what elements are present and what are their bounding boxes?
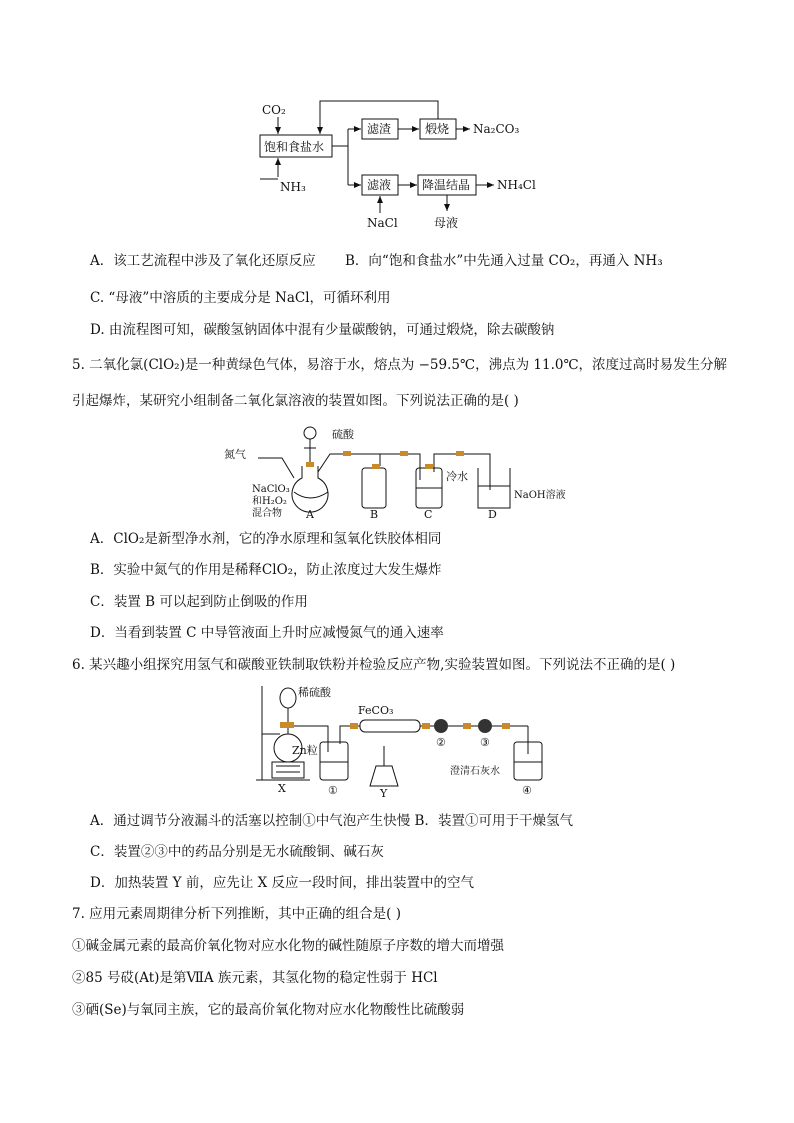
q6-option-d: D．加热装置 Y 前，应先让 X 反应一段时间，排出装置中的空气	[90, 875, 475, 891]
mixture-label-2: 和H₂O₂	[252, 496, 287, 507]
zn-label: Zn粒	[292, 744, 318, 757]
label-1: ①	[328, 784, 338, 797]
na2co3-label: Na₂CO₃	[473, 122, 520, 136]
feco3-label: FeCO₃	[358, 704, 394, 717]
nh4cl-label: NH₄Cl	[497, 178, 536, 192]
dilute-acid-label: 稀硫酸	[298, 686, 331, 699]
clo2-apparatus	[220, 418, 610, 524]
mixture-label-1: NaClO₃	[252, 484, 290, 495]
nh3-label: NH₃	[280, 180, 306, 194]
process-flowchart	[250, 95, 560, 235]
q5-option-b: B．实验中氮气的作用是稀释ClO₂，防止浓度过大发生爆炸	[90, 562, 442, 578]
co2-label: CO₂	[262, 103, 286, 117]
q7-statement-3: ③硒(Se)与氧同主族，它的最高价氧化物对应水化物酸性比硫酸弱	[72, 1002, 465, 1018]
q4-option-d: D. 由流程图可知，碳酸氢钠固体中混有少量碳酸钠，可通过煅烧，除去碳酸钠	[90, 322, 555, 338]
label-x: X	[278, 782, 286, 795]
residue-label: 滤渣	[367, 122, 392, 136]
q4-option-c: C. “母液”中溶质的主要成分是 NaCl，可循环利用	[90, 290, 391, 306]
calcine-label: 煅烧	[425, 122, 450, 136]
label-c: C	[424, 508, 433, 521]
label-b: B	[370, 508, 379, 521]
q4-option-b: B．向“饱和食盐水”中先通入过量 CO₂，再通入 NH₃	[345, 253, 663, 269]
label-y: Y	[380, 787, 388, 800]
nacl-label: NaCl	[367, 216, 398, 230]
q7-stem: 7. 应用元素周期律分析下列推断，其中正确的组合是( )	[72, 906, 401, 922]
label-3: ③	[480, 736, 490, 749]
mixture-label-3: 混合物	[252, 508, 282, 519]
cold-water-label: 冷水	[446, 470, 468, 483]
q6-stem: 6. 某兴趣小组探究用氢气和碳酸亚铁制取铁粉并检验反应产物,实验装置如图。下列说法不正确的是( )	[72, 657, 676, 673]
label-a: A	[306, 508, 314, 521]
q7-statement-1: ①碱金属元素的最高价氧化物对应水化物的碱性随原子序数的增大而增强	[72, 938, 504, 954]
nitrogen-label: 氮气	[224, 448, 246, 461]
naoh-label: NaOH溶液	[514, 490, 566, 501]
q6-option-c: C．装置②③中的药品分别是无水硫酸铜、碱石灰	[90, 844, 384, 860]
q5-stem-line2: 引起爆炸，某研究小组制备二氧化氯溶液的装置如图。下列说法正确的是( )	[72, 393, 519, 409]
iron-powder-apparatus	[250, 682, 550, 800]
label-2: ②	[436, 736, 446, 749]
filtrate-label: 滤液	[367, 178, 392, 192]
q5-option-d: D．当看到装置 C 中导管液面上升时应减慢氮气的通入速率	[90, 625, 444, 641]
label-4: ④	[522, 784, 532, 797]
q4-option-a: A．该工艺流程中涉及了氧化还原反应	[90, 253, 316, 269]
q5-stem-line1: 5. 二氧化氯(ClO₂)是一种黄绿色气体，易溶于水，熔点为 −59.5℃，沸点为 11.0℃，浓度过高时易发生分解	[72, 357, 728, 373]
brine-label: 饱和食盐水	[264, 140, 325, 154]
q6-option-ab: A．通过调节分液漏斗的活塞以控制①中气泡产生快慢 B．装置①可用于干燥氢气	[90, 813, 573, 829]
mother-liquor-label: 母液	[434, 216, 459, 230]
label-d: D	[488, 508, 497, 521]
cool-crystallize-label: 降温结晶	[422, 178, 471, 192]
q5-option-a: A．ClO₂是新型净水剂，它的净水原理和氢氧化铁胶体相同	[90, 531, 442, 547]
sulfuric-acid-label: 硫酸	[332, 428, 354, 441]
q5-option-c: C．装置 B 可以起到防止倒吸的作用	[90, 594, 308, 610]
q7-statement-2: ②85 号砹(At)是第ⅦA 族元素，其氢化物的稳定性弱于 HCl	[72, 970, 438, 986]
limewater-label: 澄清石灰水	[450, 766, 500, 777]
